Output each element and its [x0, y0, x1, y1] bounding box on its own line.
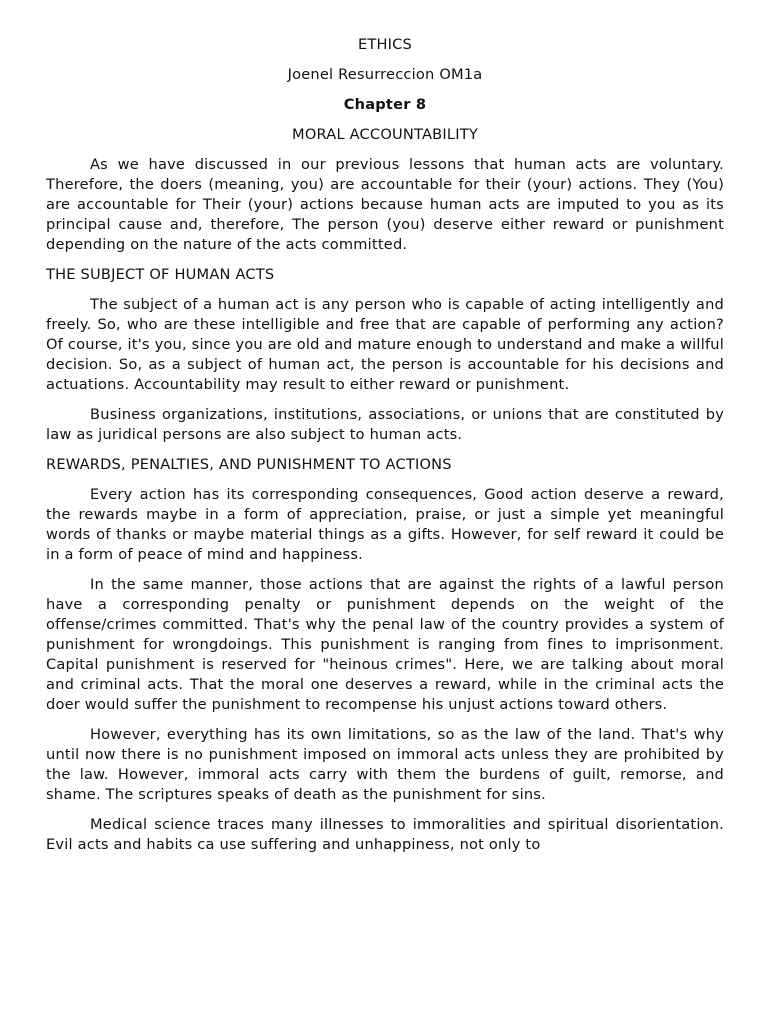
- paragraph-subject-1: The subject of a human act is any person who is capable of acting intelligently and freely. So, who are these intelligible and free that are capable of performing any action? Of course, it's you, since you are old and mature enough to understand and make a willful decision. So, as a subject of human act, the person is accountable for his decisions and actuations. Accountability may result to either reward or punishment.: [46, 296, 724, 393]
- paragraph-subject-2: Business organizations, institutions, associations, or unions that are constituted by law as juridical persons are also subject to human acts.: [46, 406, 724, 443]
- paragraph-rewards-3: However, everything has its own limitations, so as the law of the land. That's why until now there is no punishment imposed on immoral acts unless they are prohibited by the law. However, immoral acts carry with them the burdens of guilt, remorse, and shame. The scriptures speaks of death as the punishment for sins.: [46, 726, 724, 803]
- paragraph-rewards-4: Medical science traces many illnesses to immoralities and spiritual disorientation. Evil acts and habits ca use suffering and unhappiness, not only to: [46, 816, 724, 853]
- paragraph-rewards-1: Every action has its corresponding consequences, Good action deserve a reward, the rewards maybe in a form of appreciation, praise, or just a simple yet meaningful words of thanks or maybe material things as a gifts. However, for self reward it could be in a form of peace of mind and happiness.: [46, 486, 724, 563]
- section-heading-rewards: REWARDS, PENALTIES, AND PUNISHMENT TO ACTIONS: [46, 456, 452, 473]
- document-author: Joenel Resurreccion OM1a: [287, 66, 483, 83]
- chapter-title: MORAL ACCOUNTABILITY: [292, 126, 478, 143]
- paragraph-rewards-2: In the same manner, those actions that are against the rights of a lawful person have a corresponding penalty or punishment depends on the weight of the offense/crimes committed. That's why the penal law of the country provides a system of punishment for wrongdoings. This punishment is ranging from fines to imprisonment. Capital punishment is reserved for "heinous crimes". Here, we are talking about moral and criminal acts. That the moral one deserves a reward, while in the criminal acts the doer would suffer the punishment to recompense his unjust actions toward others.: [46, 576, 724, 713]
- chapter-number: Chapter 8: [343, 96, 427, 113]
- section-heading-subject: THE SUBJECT OF HUMAN ACTS: [46, 266, 275, 283]
- document-subject: ETHICS: [357, 36, 413, 53]
- intro-paragraph: As we have discussed in our previous lessons that human acts are voluntary. Therefore, the doers (meaning, you) are accountable for their (your) actions. They (You) are accountable for Their (your) actions because human acts are imputed to you as its principal cause and, therefore, The person (you) deserve either reward or punishment depending on the nature of the acts committed.: [46, 156, 724, 253]
